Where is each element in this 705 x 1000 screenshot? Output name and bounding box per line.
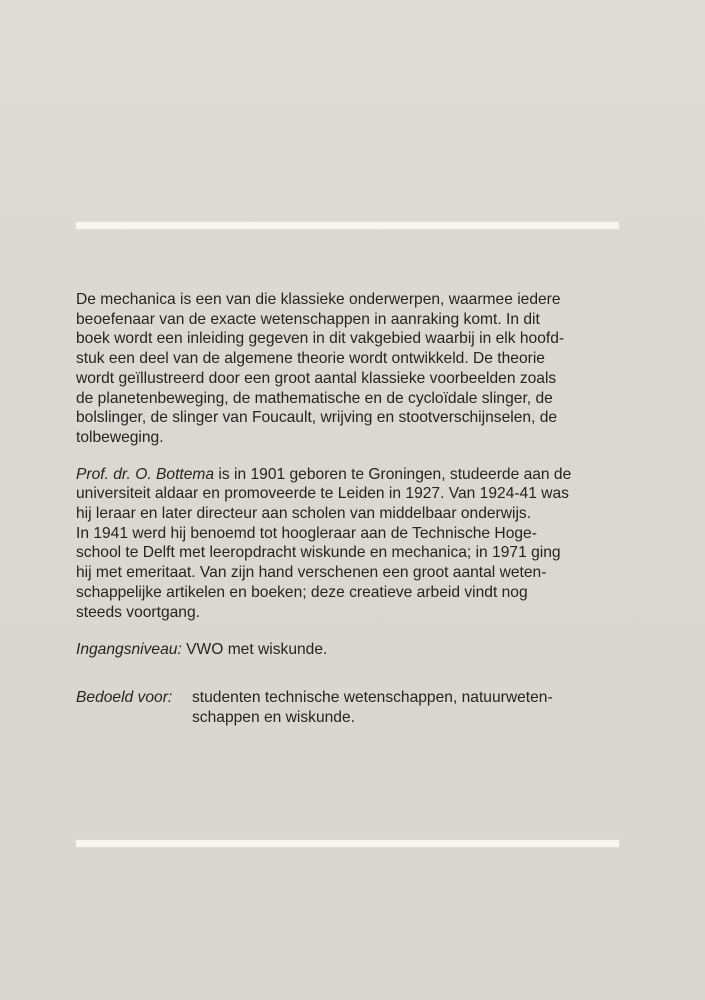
description-paragraph — [76, 290, 636, 448]
description-line: boek wordt een inleiding gegeven in dit vakgebied waarbij in elk hoofd- — [76, 330, 565, 348]
entry-level-label: Ingangsniveau: — [76, 641, 182, 659]
top-divider-rule — [76, 222, 619, 229]
author-bio-line: school te Delft met leeropdracht wiskunde en mechanica; in 1971 ging — [76, 544, 561, 562]
entry-level-value: VWO met wiskunde. — [181, 641, 328, 659]
description-line: De mechanica is een van die klassieke onderwerpen, waarmee iedere — [76, 291, 561, 308]
description-line: de planetenbeweging, de mathematische en de cycloïdale slinger, de — [76, 389, 553, 407]
intended-audience-label: Bedoeld voor: — [76, 688, 173, 706]
description-line: bolslinger, de slinger van Foucault, wrijving en stootverschijnselen, de — [76, 409, 558, 427]
author-bio-text: is in 1901 geboren te Groningen, studeerde aan de — [214, 465, 572, 483]
author-bio-line: hij leraar en later directeur aan scholen van middelbaar onderwijs. — [76, 505, 532, 523]
intended-audience-line: schappen en wiskunde. — [192, 708, 355, 726]
author-bio-line: universiteit aldaar en promoveerde te Leiden in 1927. Van 1924-41 was — [76, 485, 569, 503]
intended-audience-line: studenten technische wetenschappen, natuurweten- — [192, 688, 553, 706]
author-bio-line: In 1941 werd hij benoemd tot hoogleraar aan de Technische Hoge- — [76, 524, 537, 542]
author-bio-line: steeds voortgang. — [76, 603, 200, 621]
author-bio-line: schappelijke artikelen en boeken; deze creatieve arbeid vindt nog — [76, 583, 528, 601]
description-line: beoefenaar van de exacte wetenschappen in aanraking komt. In dit — [76, 310, 540, 328]
description-line: tolbeweging. — [76, 428, 164, 446]
entry-level — [76, 640, 636, 660]
author-name: Prof. dr. O. Bottema — [76, 465, 215, 483]
author-bio-line: hij met emeritaat. Van zijn hand verschenen een groot aantal weten- — [76, 564, 547, 582]
author-bio-first-line — [76, 465, 636, 485]
bottom-divider-rule — [76, 840, 619, 847]
intended-audience — [76, 688, 636, 727]
cover-text-block — [76, 290, 636, 727]
author-bio-paragraph — [76, 465, 636, 623]
description-line: stuk een deel van de algemene theorie wordt ontwikkeld. De theorie — [76, 350, 545, 368]
description-line: wordt geïllustreerd door een groot aantal klassieke voorbeelden zoals — [76, 369, 557, 387]
intended-audience-text — [192, 688, 553, 727]
